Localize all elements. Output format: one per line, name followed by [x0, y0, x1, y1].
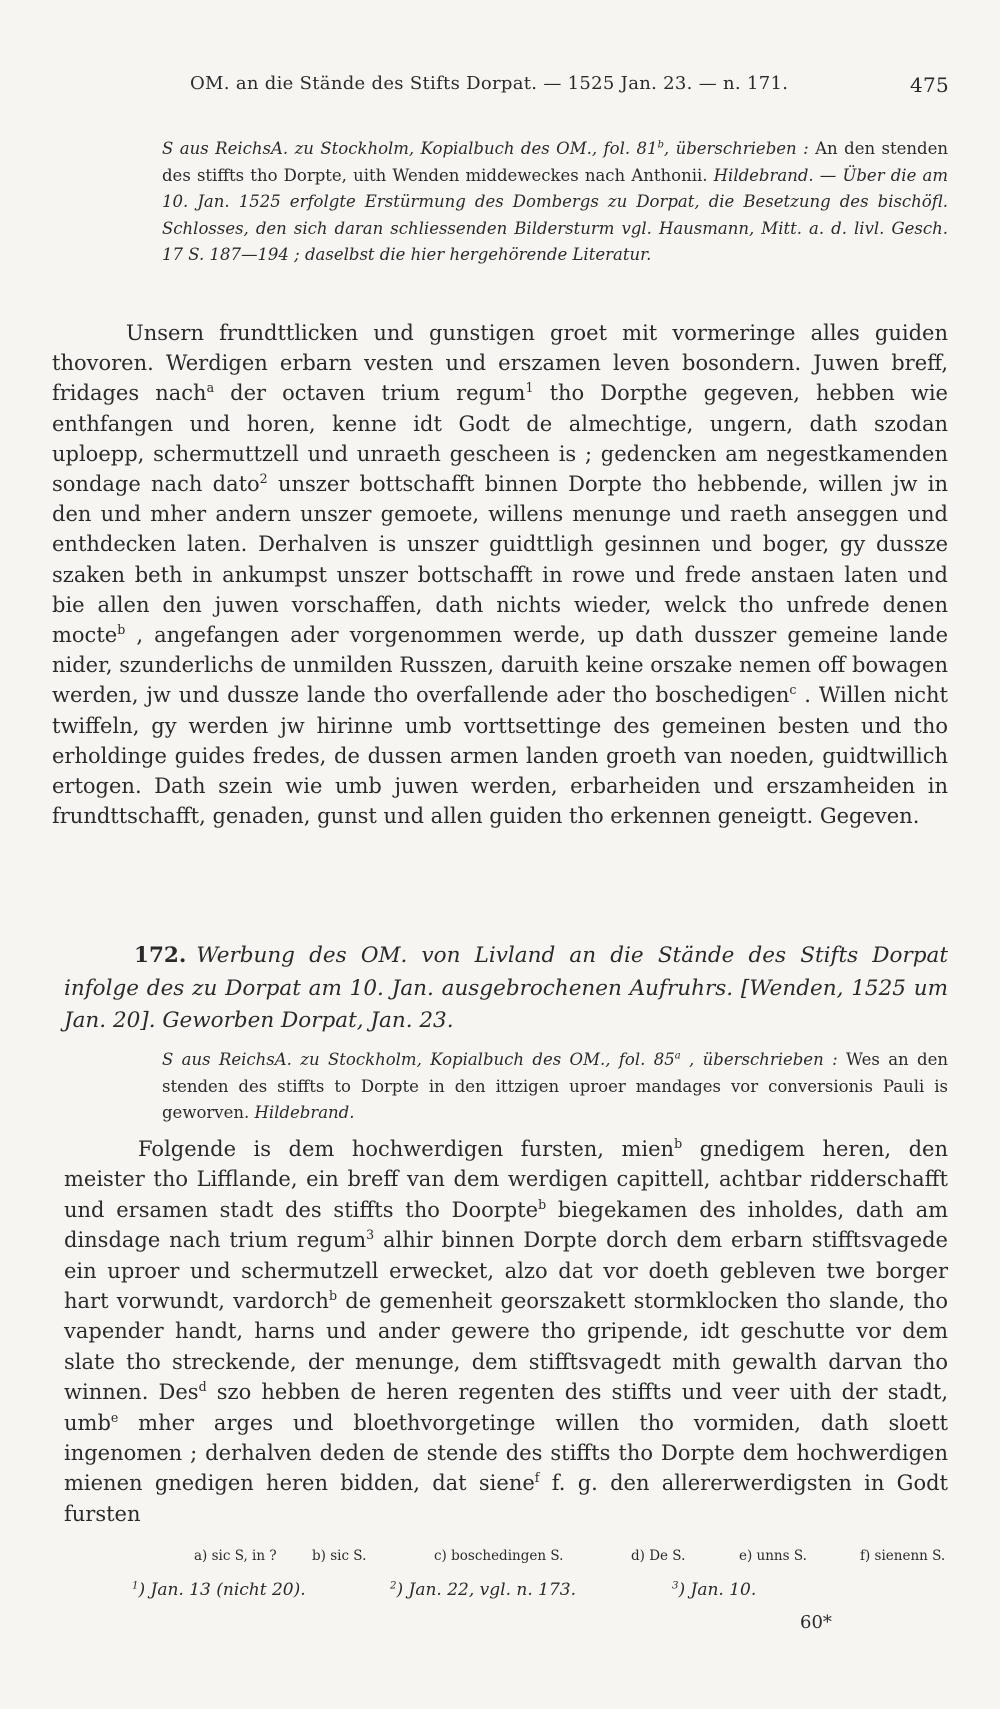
source-note-part: S aus ReichsA. zu Stockholm, Kopialbuch des OM., fol. 85 — [162, 1050, 675, 1069]
text-run: , angefangen ader vorgenommen werde, up dath dusszer gemeine lande nider, szunderlichs de unmilden Russzen, daruith keine orszake nemen off bowagen werden, jw und dussze lande tho overfallende ader tho boschedigen — [52, 623, 948, 708]
document-heading-172 — [64, 940, 948, 1038]
footnote-reference: c — [789, 682, 797, 698]
footnote-text: ) Jan. 13 (nicht 20). — [138, 1580, 306, 1600]
text-run: . Willen nicht twiffeln, gy werden jw hirinne umb vorttsettinge des gemeinen besten und tho erholdinge guides fredes, de dussen armen landen groeth van noeden, guidtwillich ertogen. Dath szein wie umb juwen werden, erbarheiden und erszamheiden in frundttschafft, genaden, gunst und allen guiden tho erkennen geneigtt. Gegeven. — [52, 683, 948, 829]
footnote-reference: e — [110, 1409, 119, 1425]
source-note-part: Wes an den stenden des stiffts to Dorpte in den ittzigen uproer mandages vor conversionis Pauli is geworven. — [162, 1050, 948, 1123]
text-run: de gemenheit georszakett stormklocken tho slande, tho vapender handt, harns und ander gewere tho gripende, idt geschutte vor dem slate tho streckende, der menunge, dem stifftsvagedt mith gewalth darvan tho winnen. Des — [64, 1289, 948, 1405]
letter-171-paragraph — [52, 318, 948, 831]
footnote-reference: b — [538, 1196, 547, 1212]
text-run: mher arges und bloethvorgetinge willen tho vormiden, dath sloett ingenomen ; derhalven deden de stende des stiffts tho Dorpte dem hochwerdigen mienen gnedigen heren bidden, dat siene — [64, 1410, 948, 1496]
source-note-sup: a — [674, 1050, 681, 1062]
text-run: der octaven trium regum — [214, 381, 526, 406]
text-run: Folgende is dem hochwerdigen fursten, mien — [138, 1137, 675, 1161]
source-note-part: An den stenden des stiffts tho Dorpte, uith Wenden middeweckes nach Anthonii. — [162, 139, 948, 185]
footnote-marker: 1 — [132, 1580, 139, 1592]
footnote-e: e) unns S. — [739, 1548, 807, 1564]
footnote-reference: 1 — [525, 380, 534, 396]
footnote-c: c) boschedingen S. — [434, 1548, 564, 1564]
text-run: szo hebben de heren regenten des stiffts und veer uith der stadt, umb — [64, 1380, 948, 1435]
text-run: f. g. den allererwerdigsten in Godt fursten — [64, 1471, 948, 1526]
text-172-paragraph — [64, 1134, 948, 1529]
text-run: Unsern frundttlicken und gunstigen groet mit vormeringe alles guiden thovoren. Werdigen erbarn vesten und erszamen leven bosondern. Juwen breff, fridages nach — [52, 321, 948, 406]
footnote-reference: 3 — [366, 1227, 375, 1243]
signature-mark: 60* — [800, 1612, 832, 1633]
footnote-marker: 3 — [672, 1580, 679, 1592]
source-note-part: , überschrieben : — [680, 1050, 838, 1069]
text-172 — [64, 1134, 948, 1529]
footnote-f: f) sienenn S. — [860, 1548, 946, 1564]
footnote-b: b) sic S. — [312, 1548, 367, 1564]
footnote-marker: 2 — [390, 1580, 397, 1592]
footnote-reference: 2 — [259, 471, 268, 487]
text-run: tho Dorpthe gegeven, hebben wie enthfangen und horen, kenne idt Godt de almechtige, ungern, dath szodan uploepp, schermuttzell und unraeth gescheen is ; gedencken am negestkamenden sondage nach dato — [52, 381, 948, 497]
footnote-reference: b — [117, 622, 126, 638]
footnote-reference: a — [206, 380, 215, 396]
document-number: 172. — [134, 943, 187, 968]
footnote-text: ) Jan. 22, vgl. n. 173. — [396, 1580, 577, 1600]
footnote-text: ) Jan. 10. — [678, 1580, 757, 1600]
footnote-1 — [132, 1580, 306, 1600]
footnote-reference: b — [328, 1288, 338, 1304]
footnote-d: d) De S. — [631, 1548, 686, 1564]
page-number: 475 — [910, 73, 950, 97]
footnote-2 — [390, 1580, 577, 1600]
source-note-part: Hildebrand. — Über die am 10. Jan. 1525 erfolgte Erstürmung des Dombergs zu Dorpat, die Besetzung des bischöfl. Schlosses, den sich daran schliessenden Bildersturm vgl. Hausmann, Mitt. a. d. livl. Gesch. 17 S. 187—194 ; daselbst die hier hergehörende Literatur. — [162, 165, 948, 265]
footnote-a: a) sic S, in ? — [194, 1548, 277, 1564]
source-note-172 — [162, 1047, 948, 1127]
footnote-reference: f — [534, 1470, 540, 1486]
source-note-part: Hildebrand. — [254, 1103, 355, 1123]
source-note-part: , überschrieben : — [663, 139, 809, 158]
source-note-sup: b — [657, 139, 664, 151]
running-head-title: OM. an die Stände des Stifts Dorpat. — 1525 Jan. 23. — n. 171. — [190, 73, 789, 94]
text-run: unszer bottschafft binnen Dorpte tho hebbende, willen jw in den und mher andern unszer gemoete, willens menunge und raeth anseggen und enthdecken laten. Derhalven is unszer guidttligh gesinnen und boger, gy dussze szaken beth in ankumpst unszer bottschafft in rowe und frede anstaen laten und bie allen den juwen vorschaffen, dath nichts wieder, welck tho unfrede denen mocte — [52, 472, 948, 648]
letter-171-text — [52, 318, 948, 831]
text-run: biegekamen des inholdes, dath am dinsdage nach trium regum — [64, 1197, 948, 1253]
text-run: alhir binnen Dorpte dorch dem erbarn stifftsvagede ein uproer und schermutzell erwecket, alzo dat vor doeth gebleven twe borger hart vorwundt, vardorch — [64, 1228, 948, 1314]
text-run: gnedigem heren, den meister tho Lifflande, ein breff van dem werdigen capittell, achtbar ridderschafft und ersamen stadt des stiffts tho Doorpte — [64, 1137, 948, 1222]
footnote-reference: d — [198, 1379, 207, 1395]
document-title: Werbung des OM. von Livland an die Stände des Stifts Dorpat infolge des zu Dorpat am 10. Jan. ausgebrochenen Aufruhrs. [Wenden, 1525 um Jan. 20]. Geworben Dorpat, Jan. 23. — [64, 943, 948, 1033]
source-note-part: S aus ReichsA. zu Stockholm, Kopialbuch des OM., fol. 81 — [162, 139, 658, 158]
source-note-171 — [162, 136, 948, 269]
footnote-3 — [672, 1580, 757, 1600]
footnote-reference: b — [674, 1136, 683, 1151]
